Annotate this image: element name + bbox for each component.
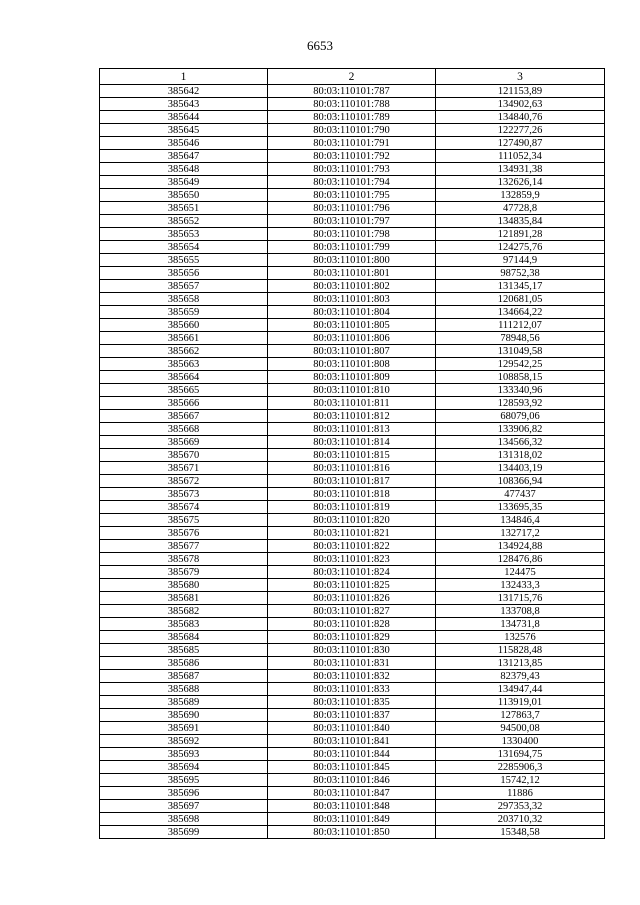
cadastral-number-cell: 80:03:110101:844 [268, 748, 436, 761]
value-cell: 47728,8 [436, 202, 605, 215]
row-number-cell: 385645 [100, 124, 268, 137]
value-cell: 124475 [436, 566, 605, 579]
row-number-cell: 385656 [100, 267, 268, 280]
table-row [100, 670, 605, 683]
row-number-cell: 385695 [100, 774, 268, 787]
table-row [100, 202, 605, 215]
cadastral-number-cell: 80:03:110101:820 [268, 514, 436, 527]
table-row [100, 631, 605, 644]
row-number-cell: 385667 [100, 410, 268, 423]
value-cell: 134840,76 [436, 111, 605, 124]
cadastral-number-cell: 80:03:110101:787 [268, 85, 436, 98]
cadastral-number-cell: 80:03:110101:810 [268, 384, 436, 397]
cadastral-number-cell: 80:03:110101:815 [268, 449, 436, 462]
value-cell: 133708,8 [436, 605, 605, 618]
cadastral-number-cell: 80:03:110101:794 [268, 176, 436, 189]
row-number-cell: 385653 [100, 228, 268, 241]
value-cell: 134403,19 [436, 462, 605, 475]
value-cell: 134731,8 [436, 618, 605, 631]
column-header-2: 2 [268, 69, 436, 85]
table-row [100, 579, 605, 592]
cadastral-number-cell: 80:03:110101:830 [268, 644, 436, 657]
table-row [100, 176, 605, 189]
cadastral-number-cell: 80:03:110101:814 [268, 436, 436, 449]
row-number-cell: 385692 [100, 735, 268, 748]
value-cell: 134566,32 [436, 436, 605, 449]
row-number-cell: 385647 [100, 150, 268, 163]
cadastral-number-cell: 80:03:110101:793 [268, 163, 436, 176]
value-cell: 1330400 [436, 735, 605, 748]
table-row [100, 306, 605, 319]
row-number-cell: 385663 [100, 358, 268, 371]
row-number-cell: 385687 [100, 670, 268, 683]
table-row [100, 488, 605, 501]
column-header-1: 1 [100, 69, 268, 85]
row-number-cell: 385693 [100, 748, 268, 761]
table-row [100, 709, 605, 722]
value-cell: 203710,32 [436, 813, 605, 826]
cadastral-number-cell: 80:03:110101:812 [268, 410, 436, 423]
table-row [100, 150, 605, 163]
cadastral-number-cell: 80:03:110101:811 [268, 397, 436, 410]
table-row [100, 813, 605, 826]
row-number-cell: 385680 [100, 579, 268, 592]
cadastral-number-cell: 80:03:110101:828 [268, 618, 436, 631]
row-number-cell: 385664 [100, 371, 268, 384]
table-row [100, 644, 605, 657]
row-number-cell: 385648 [100, 163, 268, 176]
table-row [100, 423, 605, 436]
value-cell: 120681,05 [436, 293, 605, 306]
value-cell: 98752,38 [436, 267, 605, 280]
cadastral-number-cell: 80:03:110101:824 [268, 566, 436, 579]
cadastral-number-cell: 80:03:110101:799 [268, 241, 436, 254]
cadastral-number-cell: 80:03:110101:817 [268, 475, 436, 488]
cadastral-number-cell: 80:03:110101:804 [268, 306, 436, 319]
table-row [100, 826, 605, 839]
table-row [100, 514, 605, 527]
table-row [100, 280, 605, 293]
cadastral-number-cell: 80:03:110101:827 [268, 605, 436, 618]
table-row [100, 137, 605, 150]
row-number-cell: 385651 [100, 202, 268, 215]
value-cell: 131345,17 [436, 280, 605, 293]
cadastral-number-cell: 80:03:110101:805 [268, 319, 436, 332]
row-number-cell: 385696 [100, 787, 268, 800]
row-number-cell: 385660 [100, 319, 268, 332]
cadastral-number-cell: 80:03:110101:846 [268, 774, 436, 787]
value-cell: 134931,38 [436, 163, 605, 176]
row-number-cell: 385673 [100, 488, 268, 501]
cadastral-number-cell: 80:03:110101:800 [268, 254, 436, 267]
table-row [100, 293, 605, 306]
value-cell: 82379,43 [436, 670, 605, 683]
cadastral-number-cell: 80:03:110101:803 [268, 293, 436, 306]
value-cell: 111212,07 [436, 319, 605, 332]
row-number-cell: 385677 [100, 540, 268, 553]
row-number-cell: 385694 [100, 761, 268, 774]
cadastral-number-cell: 80:03:110101:841 [268, 735, 436, 748]
row-number-cell: 385659 [100, 306, 268, 319]
row-number-cell: 385649 [100, 176, 268, 189]
row-number-cell: 385675 [100, 514, 268, 527]
table-row [100, 501, 605, 514]
row-number-cell: 385683 [100, 618, 268, 631]
value-cell: 2285906,3 [436, 761, 605, 774]
table-row [100, 397, 605, 410]
table-row [100, 189, 605, 202]
value-cell: 128593,92 [436, 397, 605, 410]
cadastral-number-cell: 80:03:110101:833 [268, 683, 436, 696]
value-cell: 127490,87 [436, 137, 605, 150]
table-row [100, 722, 605, 735]
cadastral-number-cell: 80:03:110101:850 [268, 826, 436, 839]
row-number-cell: 385688 [100, 683, 268, 696]
value-cell: 128476,86 [436, 553, 605, 566]
row-number-cell: 385698 [100, 813, 268, 826]
table-row [100, 605, 605, 618]
table-row [100, 267, 605, 280]
cadastral-number-cell: 80:03:110101:806 [268, 332, 436, 345]
table-row [100, 735, 605, 748]
row-number-cell: 385650 [100, 189, 268, 202]
value-cell: 122277,26 [436, 124, 605, 137]
row-number-cell: 385682 [100, 605, 268, 618]
value-cell: 111052,34 [436, 150, 605, 163]
cadastral-number-cell: 80:03:110101:791 [268, 137, 436, 150]
cadastral-number-cell: 80:03:110101:797 [268, 215, 436, 228]
value-cell: 97144,9 [436, 254, 605, 267]
cadastral-number-cell: 80:03:110101:831 [268, 657, 436, 670]
value-cell: 133695,35 [436, 501, 605, 514]
value-cell: 132626,14 [436, 176, 605, 189]
cadastral-number-cell: 80:03:110101:809 [268, 371, 436, 384]
value-cell: 134902,63 [436, 98, 605, 111]
table-row [100, 332, 605, 345]
row-number-cell: 385646 [100, 137, 268, 150]
row-number-cell: 385690 [100, 709, 268, 722]
table-row [100, 85, 605, 98]
value-cell: 132433,3 [436, 579, 605, 592]
value-cell: 131318,02 [436, 449, 605, 462]
cadastral-number-cell: 80:03:110101:802 [268, 280, 436, 293]
row-number-cell: 385674 [100, 501, 268, 514]
cadastral-number-cell: 80:03:110101:788 [268, 98, 436, 111]
table-row [100, 98, 605, 111]
table-row [100, 553, 605, 566]
value-cell: 132717,2 [436, 527, 605, 540]
cadastral-number-cell: 80:03:110101:822 [268, 540, 436, 553]
row-number-cell: 385666 [100, 397, 268, 410]
column-header-3: 3 [436, 69, 605, 85]
value-cell: 131049,58 [436, 345, 605, 358]
cadastral-number-cell: 80:03:110101:845 [268, 761, 436, 774]
value-cell: 11886 [436, 787, 605, 800]
row-number-cell: 385643 [100, 98, 268, 111]
cadastral-number-cell: 80:03:110101:808 [268, 358, 436, 371]
table-row [100, 618, 605, 631]
table-row [100, 800, 605, 813]
value-cell: 15348,58 [436, 826, 605, 839]
row-number-cell: 385676 [100, 527, 268, 540]
value-cell: 15742,12 [436, 774, 605, 787]
cadastral-number-cell: 80:03:110101:789 [268, 111, 436, 124]
row-number-cell: 385661 [100, 332, 268, 345]
table-row [100, 462, 605, 475]
table-row [100, 345, 605, 358]
cadastral-number-cell: 80:03:110101:832 [268, 670, 436, 683]
table-row [100, 436, 605, 449]
cadastral-number-cell: 80:03:110101:796 [268, 202, 436, 215]
value-cell: 133906,82 [436, 423, 605, 436]
table-row [100, 254, 605, 267]
table-row [100, 540, 605, 553]
cadastral-number-cell: 80:03:110101:849 [268, 813, 436, 826]
value-cell: 134924,88 [436, 540, 605, 553]
cadastral-number-cell: 80:03:110101:821 [268, 527, 436, 540]
table-body [100, 85, 605, 839]
cadastral-number-cell: 80:03:110101:807 [268, 345, 436, 358]
row-number-cell: 385654 [100, 241, 268, 254]
table-row [100, 241, 605, 254]
cadastral-number-cell: 80:03:110101:825 [268, 579, 436, 592]
table-row [100, 761, 605, 774]
cadastral-number-cell: 80:03:110101:837 [268, 709, 436, 722]
row-number-cell: 385686 [100, 657, 268, 670]
table-row [100, 163, 605, 176]
row-number-cell: 385665 [100, 384, 268, 397]
cadastral-number-cell: 80:03:110101:847 [268, 787, 436, 800]
table-header [100, 69, 605, 85]
value-cell: 131715,76 [436, 592, 605, 605]
value-cell: 78948,56 [436, 332, 605, 345]
row-number-cell: 385644 [100, 111, 268, 124]
value-cell: 94500,08 [436, 722, 605, 735]
value-cell: 129542,25 [436, 358, 605, 371]
table-row [100, 371, 605, 384]
row-number-cell: 385685 [100, 644, 268, 657]
table-row [100, 657, 605, 670]
table-row [100, 319, 605, 332]
row-number-cell: 385662 [100, 345, 268, 358]
table-row [100, 683, 605, 696]
value-cell: 121891,28 [436, 228, 605, 241]
table-row [100, 410, 605, 423]
table-row [100, 358, 605, 371]
table-row [100, 475, 605, 488]
value-cell: 108858,15 [436, 371, 605, 384]
table-row [100, 696, 605, 709]
cadastral-number-cell: 80:03:110101:795 [268, 189, 436, 202]
value-cell: 131213,85 [436, 657, 605, 670]
row-number-cell: 385658 [100, 293, 268, 306]
row-number-cell: 385668 [100, 423, 268, 436]
table-row [100, 787, 605, 800]
row-number-cell: 385670 [100, 449, 268, 462]
row-number-cell: 385657 [100, 280, 268, 293]
table-row [100, 774, 605, 787]
table-row [100, 592, 605, 605]
row-number-cell: 385652 [100, 215, 268, 228]
value-cell: 121153,89 [436, 85, 605, 98]
row-number-cell: 385697 [100, 800, 268, 813]
row-number-cell: 385681 [100, 592, 268, 605]
value-cell: 134835,84 [436, 215, 605, 228]
table-row [100, 384, 605, 397]
cadastral-number-cell: 80:03:110101:818 [268, 488, 436, 501]
page-number: 6653 [307, 38, 333, 53]
table-row [100, 111, 605, 124]
cadastral-number-cell: 80:03:110101:813 [268, 423, 436, 436]
table-row [100, 748, 605, 761]
value-cell: 68079,06 [436, 410, 605, 423]
row-number-cell: 385655 [100, 254, 268, 267]
value-cell: 115828,48 [436, 644, 605, 657]
cadastral-number-cell: 80:03:110101:801 [268, 267, 436, 280]
table-row [100, 228, 605, 241]
row-number-cell: 385642 [100, 85, 268, 98]
value-cell: 108366,94 [436, 475, 605, 488]
value-cell: 132859,9 [436, 189, 605, 202]
table-row [100, 566, 605, 579]
table-row [100, 527, 605, 540]
row-number-cell: 385684 [100, 631, 268, 644]
value-cell: 134846,4 [436, 514, 605, 527]
table-row [100, 215, 605, 228]
cadastral-number-cell: 80:03:110101:826 [268, 592, 436, 605]
value-cell: 127863,7 [436, 709, 605, 722]
row-number-cell: 385699 [100, 826, 268, 839]
cadastral-number-cell: 80:03:110101:816 [268, 462, 436, 475]
header-row [100, 69, 605, 85]
cadastral-number-cell: 80:03:110101:840 [268, 722, 436, 735]
row-number-cell: 385679 [100, 566, 268, 579]
row-number-cell: 385691 [100, 722, 268, 735]
cadastral-number-cell: 80:03:110101:819 [268, 501, 436, 514]
value-cell: 113919,01 [436, 696, 605, 709]
value-cell: 133340,96 [436, 384, 605, 397]
row-number-cell: 385669 [100, 436, 268, 449]
value-cell: 132576 [436, 631, 605, 644]
cadastral-number-cell: 80:03:110101:790 [268, 124, 436, 137]
value-cell: 134947,44 [436, 683, 605, 696]
value-cell: 134664,22 [436, 306, 605, 319]
cadastral-number-cell: 80:03:110101:798 [268, 228, 436, 241]
row-number-cell: 385671 [100, 462, 268, 475]
row-number-cell: 385678 [100, 553, 268, 566]
cadastral-number-cell: 80:03:110101:823 [268, 553, 436, 566]
row-number-cell: 385689 [100, 696, 268, 709]
cadastral-number-cell: 80:03:110101:848 [268, 800, 436, 813]
row-number-cell: 385672 [100, 475, 268, 488]
value-cell: 477437 [436, 488, 605, 501]
value-cell: 131694,75 [436, 748, 605, 761]
value-cell: 124275,76 [436, 241, 605, 254]
data-table [99, 68, 605, 839]
cadastral-number-cell: 80:03:110101:829 [268, 631, 436, 644]
cadastral-number-cell: 80:03:110101:835 [268, 696, 436, 709]
table-row [100, 449, 605, 462]
value-cell: 297353,32 [436, 800, 605, 813]
cadastral-number-cell: 80:03:110101:792 [268, 150, 436, 163]
table-row [100, 124, 605, 137]
